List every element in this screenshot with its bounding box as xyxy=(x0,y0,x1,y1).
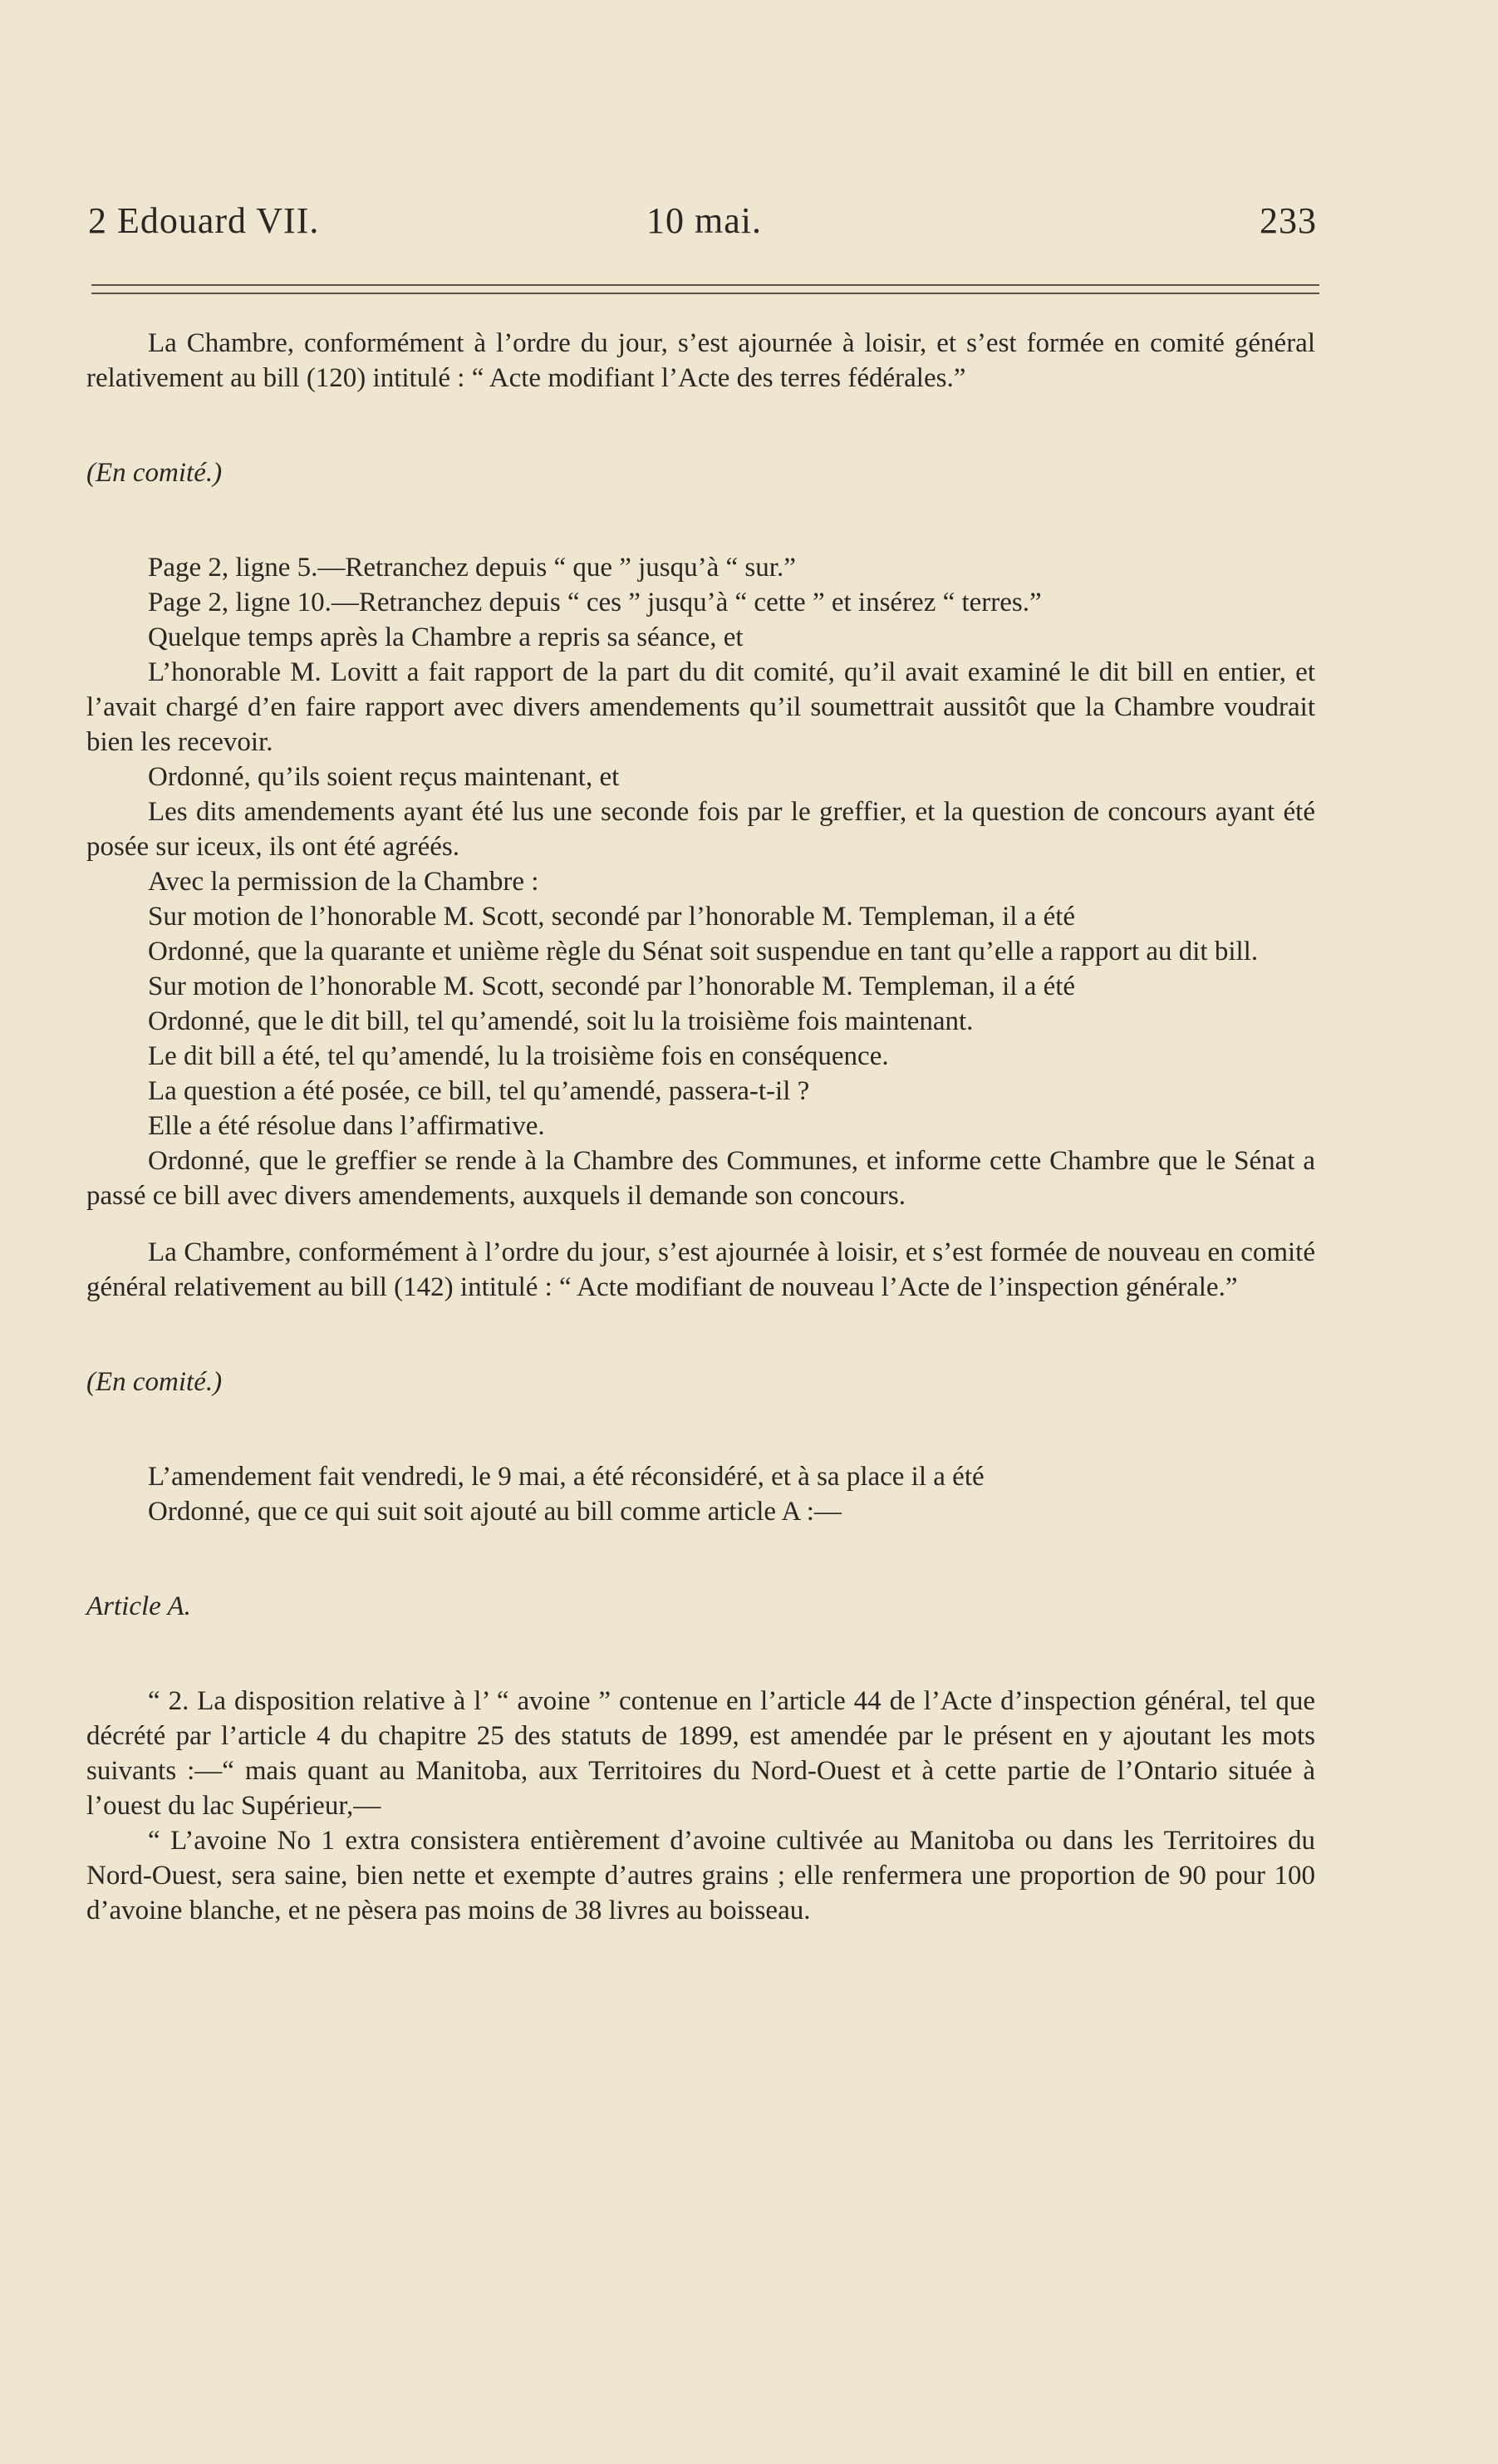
paragraph: Le dit bill a été, tel qu’amendé, lu la troisième fois en conséquence. xyxy=(148,1041,889,1071)
paragraph: Elle a été résolue dans l’affirmative. xyxy=(148,1111,545,1141)
header-regnal-year: 2 Edouard VII. xyxy=(88,200,320,241)
paragraph: Quelque temps après la Chambre a repris sa séance, et xyxy=(148,622,744,652)
paragraph: Ordonné, que ce qui suit soit ajouté au bill comme article A :— xyxy=(148,1497,842,1527)
running-header xyxy=(88,199,1317,249)
header-rule-top xyxy=(91,284,1319,286)
paragraph: La Chambre, conformément à l’ordre du jour, s’est ajournée à loisir, et s’est formée en comité général relativement au bill (120) intitulé : “ Acte modifiant l’Acte des terres fédérales.” xyxy=(86,328,1315,393)
page-number: 233 xyxy=(1260,200,1317,241)
paragraph: Ordonné, qu’ils soient reçus maintenant, et xyxy=(148,762,620,792)
paragraph: Avec la permission de la Chambre : xyxy=(148,867,539,897)
paragraph: L’amendement fait vendredi, le 9 mai, a été réconsidéré, et à sa place il a été xyxy=(148,1462,985,1492)
paragraph: La Chambre, conformément à l’ordre du jour, s’est ajournée à loisir, et s’est formée de nouveau en comité général relativement au bill (142) intitulé : “ Acte modifiant de nouveau l’Acte de l’inspection générale.” xyxy=(86,1237,1315,1302)
paragraph: Sur motion de l’honorable M. Scott, secondé par l’honorable M. Templeman, il a été xyxy=(148,971,1076,1001)
header-date: 10 mai. xyxy=(646,200,762,241)
section-heading: (En comité.) xyxy=(86,1367,223,1397)
paragraph: Ordonné, que le greffier se rende à la Chambre des Communes, et informe cette Chambre que le Sénat a passé ce bill avec divers amendements, auxquels il demande son concours. xyxy=(86,1146,1315,1211)
paragraph: Les dits amendements ayant été lus une seconde fois par le greffier, et la question de concours ayant été posée sur iceux, ils ont été agréés. xyxy=(86,797,1315,862)
section-heading: (En comité.) xyxy=(86,458,223,488)
paragraph: “ 2. La disposition relative à l’ “ avoine ” contenue en l’article 44 de l’Acte d’inspection général, tel que décrété par l’article 4 du chapitre 25 des statuts de 1899, est amendée par le présent en y ajoutant les mots suivants :—“ mais quant au Manitoba, aux Territoires du Nord-Ouest et à cette partie de l’Ontario située à l’ouest du lac Supérieur,— xyxy=(86,1686,1315,1821)
paragraph: Ordonné, que le dit bill, tel qu’amendé, soit lu la troisième fois maintenant. xyxy=(148,1006,974,1036)
paragraph: Ordonné, que la quarante et unième règle du Sénat soit suspendue en tant qu’elle a rapport au dit bill. xyxy=(148,937,1259,966)
article-heading: Article A. xyxy=(86,1591,191,1621)
paragraph: L’honorable M. Lovitt a fait rapport de la part du dit comité, qu’il avait examiné le dit bill en entier, et l’avait chargé d’en faire rapport avec divers amendements qu’il soumettrait aussitôt que la Chambre voudrait bien les recevoir. xyxy=(86,657,1315,757)
paragraph: Page 2, ligne 5.—Retranchez depuis “ que ” jusqu’à “ sur.” xyxy=(148,553,796,583)
paragraph: Sur motion de l’honorable M. Scott, secondé par l’honorable M. Templeman, il a été xyxy=(148,902,1076,932)
paragraph: La question a été posée, ce bill, tel qu’amendé, passera-t-il ? xyxy=(148,1076,810,1106)
paragraph: Page 2, ligne 10.—Retranchez depuis “ ces ” jusqu’à “ cette ” et insérez “ terres.” xyxy=(148,588,1042,617)
body-text xyxy=(86,326,1315,1928)
paragraph: “ L’avoine No 1 extra consistera entièrement d’avoine cultivée au Manitoba ou dans les Territoires du Nord-Ouest, sera saine, bien nette et exempte d’autres grains ; elle renfermera une proportion de 90 pour 100 d’avoine blanche, et ne pèsera pas moins de 38 livres au boisseau. xyxy=(86,1826,1315,1925)
header-rule-bottom xyxy=(91,293,1319,294)
